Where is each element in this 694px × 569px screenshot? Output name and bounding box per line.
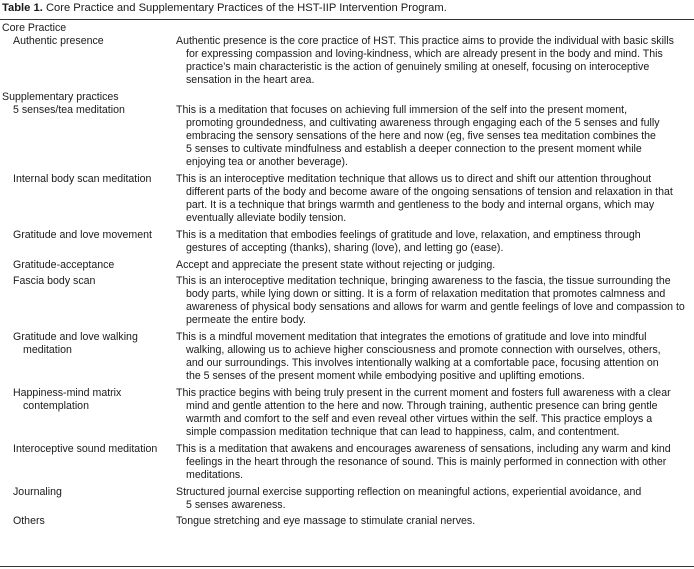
practice-description xyxy=(176,486,694,512)
practice-description xyxy=(176,229,694,255)
group-heading: Supplementary practices xyxy=(2,90,119,103)
description-line: the 5 senses of the present moment while embodying positive and uplifting emotions. xyxy=(186,370,585,383)
top-rule xyxy=(0,19,694,20)
table-row xyxy=(0,331,694,383)
description-line: Tongue stretching and eye massage to stimulate cranial nerves. xyxy=(176,515,476,528)
practice-description xyxy=(176,515,694,528)
practice-name-line: Authentic presence xyxy=(13,35,104,48)
description-line: This practice begins with being truly present in the current moment and fosters full awareness with a clear xyxy=(176,386,671,399)
practice-name-line: Internal body scan meditation xyxy=(13,173,152,186)
practice-name xyxy=(0,229,160,255)
description-line: 5 senses to cultivate mindfulness and establish a deeper connection to the present moment while xyxy=(186,143,642,156)
description-line: for expressing compassion and loving-kindness, which are already present in the body and mind. This xyxy=(186,48,663,61)
description-line: Structured journal exercise supporting reflection on meaningful actions, experiential avoidance, and xyxy=(176,485,642,498)
practice-description xyxy=(176,173,694,225)
description-line: awareness of physical body sensations and allows for warm and gentle feelings of love and compassion to xyxy=(186,301,685,314)
group-heading: Core Practice xyxy=(2,22,67,34)
caption-text: Core Practice and Supplementary Practices of the HST-IIP Intervention Program. xyxy=(45,2,447,14)
description-line: eventually alleviate bodily tension. xyxy=(186,212,347,225)
description-line: body parts, while lying down or sitting. It is a form of relaxation meditation that promotes calmness and xyxy=(186,288,666,301)
table-caption xyxy=(2,1,447,15)
practice-name xyxy=(0,387,160,439)
description-line: sensation in the heart area. xyxy=(186,74,315,87)
bottom-rule xyxy=(0,566,694,567)
description-line: enjoying tea or another beverage). xyxy=(186,156,348,169)
practice-name-line: Others xyxy=(13,515,45,528)
practice-description xyxy=(176,331,694,383)
description-line: simple compassion meditation technique that can lead to happiness, calm, and contentment. xyxy=(186,426,620,439)
practice-name-line: meditation xyxy=(23,344,72,357)
description-line: meditations. xyxy=(186,469,244,481)
table-row xyxy=(0,173,694,225)
caption-label: Table 1. xyxy=(2,2,43,14)
description-line: embracing the sensory sensations of the here and now (eg, five senses tea meditation combines the xyxy=(186,130,656,143)
practice-name xyxy=(0,173,160,225)
table-row xyxy=(0,35,694,87)
description-line: Accept and appreciate the present state without rejecting or judging. xyxy=(176,258,496,271)
description-line: 5 senses awareness. xyxy=(186,498,286,511)
practice-name-line: Happiness-mind matrix xyxy=(13,386,122,399)
description-line: promoting groundedness, and cultivating awareness through engaging each of the 5 senses and fully xyxy=(186,117,660,130)
description-line: This is an interoceptive meditation technique, bringing awareness to the fascia, the tissue surrounding the xyxy=(176,275,671,288)
practice-description xyxy=(176,387,694,439)
practice-description xyxy=(176,275,694,327)
table-row xyxy=(0,275,694,327)
table-row xyxy=(0,259,694,272)
table-row xyxy=(0,387,694,439)
description-line: This is a mindful movement meditation that integrates the emotions of gratitude and love into mindful xyxy=(176,331,647,344)
practice-description xyxy=(176,35,694,87)
table-row xyxy=(0,229,694,255)
practice-name xyxy=(0,275,160,327)
practice-name-line: Interoceptive sound meditation xyxy=(13,442,158,455)
description-line: mind and gentle attention to the here and now. Through training, authentic presence can bring gentle xyxy=(186,400,658,413)
practice-name xyxy=(0,259,160,272)
table-row xyxy=(0,443,694,482)
practice-name-line: Journaling xyxy=(13,485,62,498)
description-line: This is a meditation that focuses on achieving full immersion of the self into the present moment, xyxy=(176,104,628,117)
practice-name xyxy=(0,515,160,528)
table-row xyxy=(0,104,694,169)
description-line: practice’s main characteristic is the action of genuinely smiling at oneself, focusing on interoceptive xyxy=(186,61,650,74)
practice-name-line: Gratitude-acceptance xyxy=(13,258,115,271)
description-line: gestures of accepting (thanks), sharing (love), and letting go (ease). xyxy=(186,242,504,254)
description-line: Authentic presence is the core practice of HST. This practice aims to provide the individual with basic skills xyxy=(176,35,674,48)
description-line: part. It is a technique that brings warmth and gentleness to the body and internal organs, which may xyxy=(186,199,655,212)
description-line: and our surroundings. This involves intentionally walking at a comfortable pace, focusing attention on xyxy=(186,357,659,370)
practice-name-line: Gratitude and love movement xyxy=(13,228,152,241)
description-line: This is a meditation that embodies feelings of gratitude and love, relaxation, and emptiness through xyxy=(176,228,641,241)
practice-description xyxy=(176,443,694,482)
description-line: This is an interoceptive meditation technique that allows us to direct and shift our attention throughout xyxy=(176,173,652,186)
practice-name xyxy=(0,104,160,169)
description-line: different parts of the body and become aware of the ongoing sensations of tension and relaxation in that xyxy=(186,186,673,199)
description-line: warmth and comfort to the self and even reveal other virtues within the self. This practice employs a xyxy=(186,413,653,426)
practice-name-line: contemplation xyxy=(23,400,89,413)
practice-name-line: Gratitude and love walking xyxy=(13,331,138,344)
practice-description xyxy=(176,259,694,272)
practice-description xyxy=(176,104,694,169)
table-row xyxy=(0,515,694,528)
description-line: feelings in the heart through the resonance of sound. This is mainly performed in connection with other xyxy=(186,455,667,468)
description-line: walking, allowing us to achieve higher consciousness and promote connection with ourselves, others, xyxy=(186,344,661,357)
practice-name xyxy=(0,486,160,512)
practice-name-line: Fascia body scan xyxy=(13,275,96,288)
practice-name-line: 5 senses/tea meditation xyxy=(13,104,125,117)
practice-name xyxy=(0,331,160,383)
practice-name xyxy=(0,35,160,87)
description-line: permeate the entire body. xyxy=(186,314,306,327)
practice-name xyxy=(0,443,160,482)
description-line: This is a meditation that awakens and encourages awareness of sensations, including any warm and kind xyxy=(176,442,671,455)
row-gap xyxy=(0,528,694,532)
table-row xyxy=(0,486,694,512)
practices-table xyxy=(0,22,694,532)
